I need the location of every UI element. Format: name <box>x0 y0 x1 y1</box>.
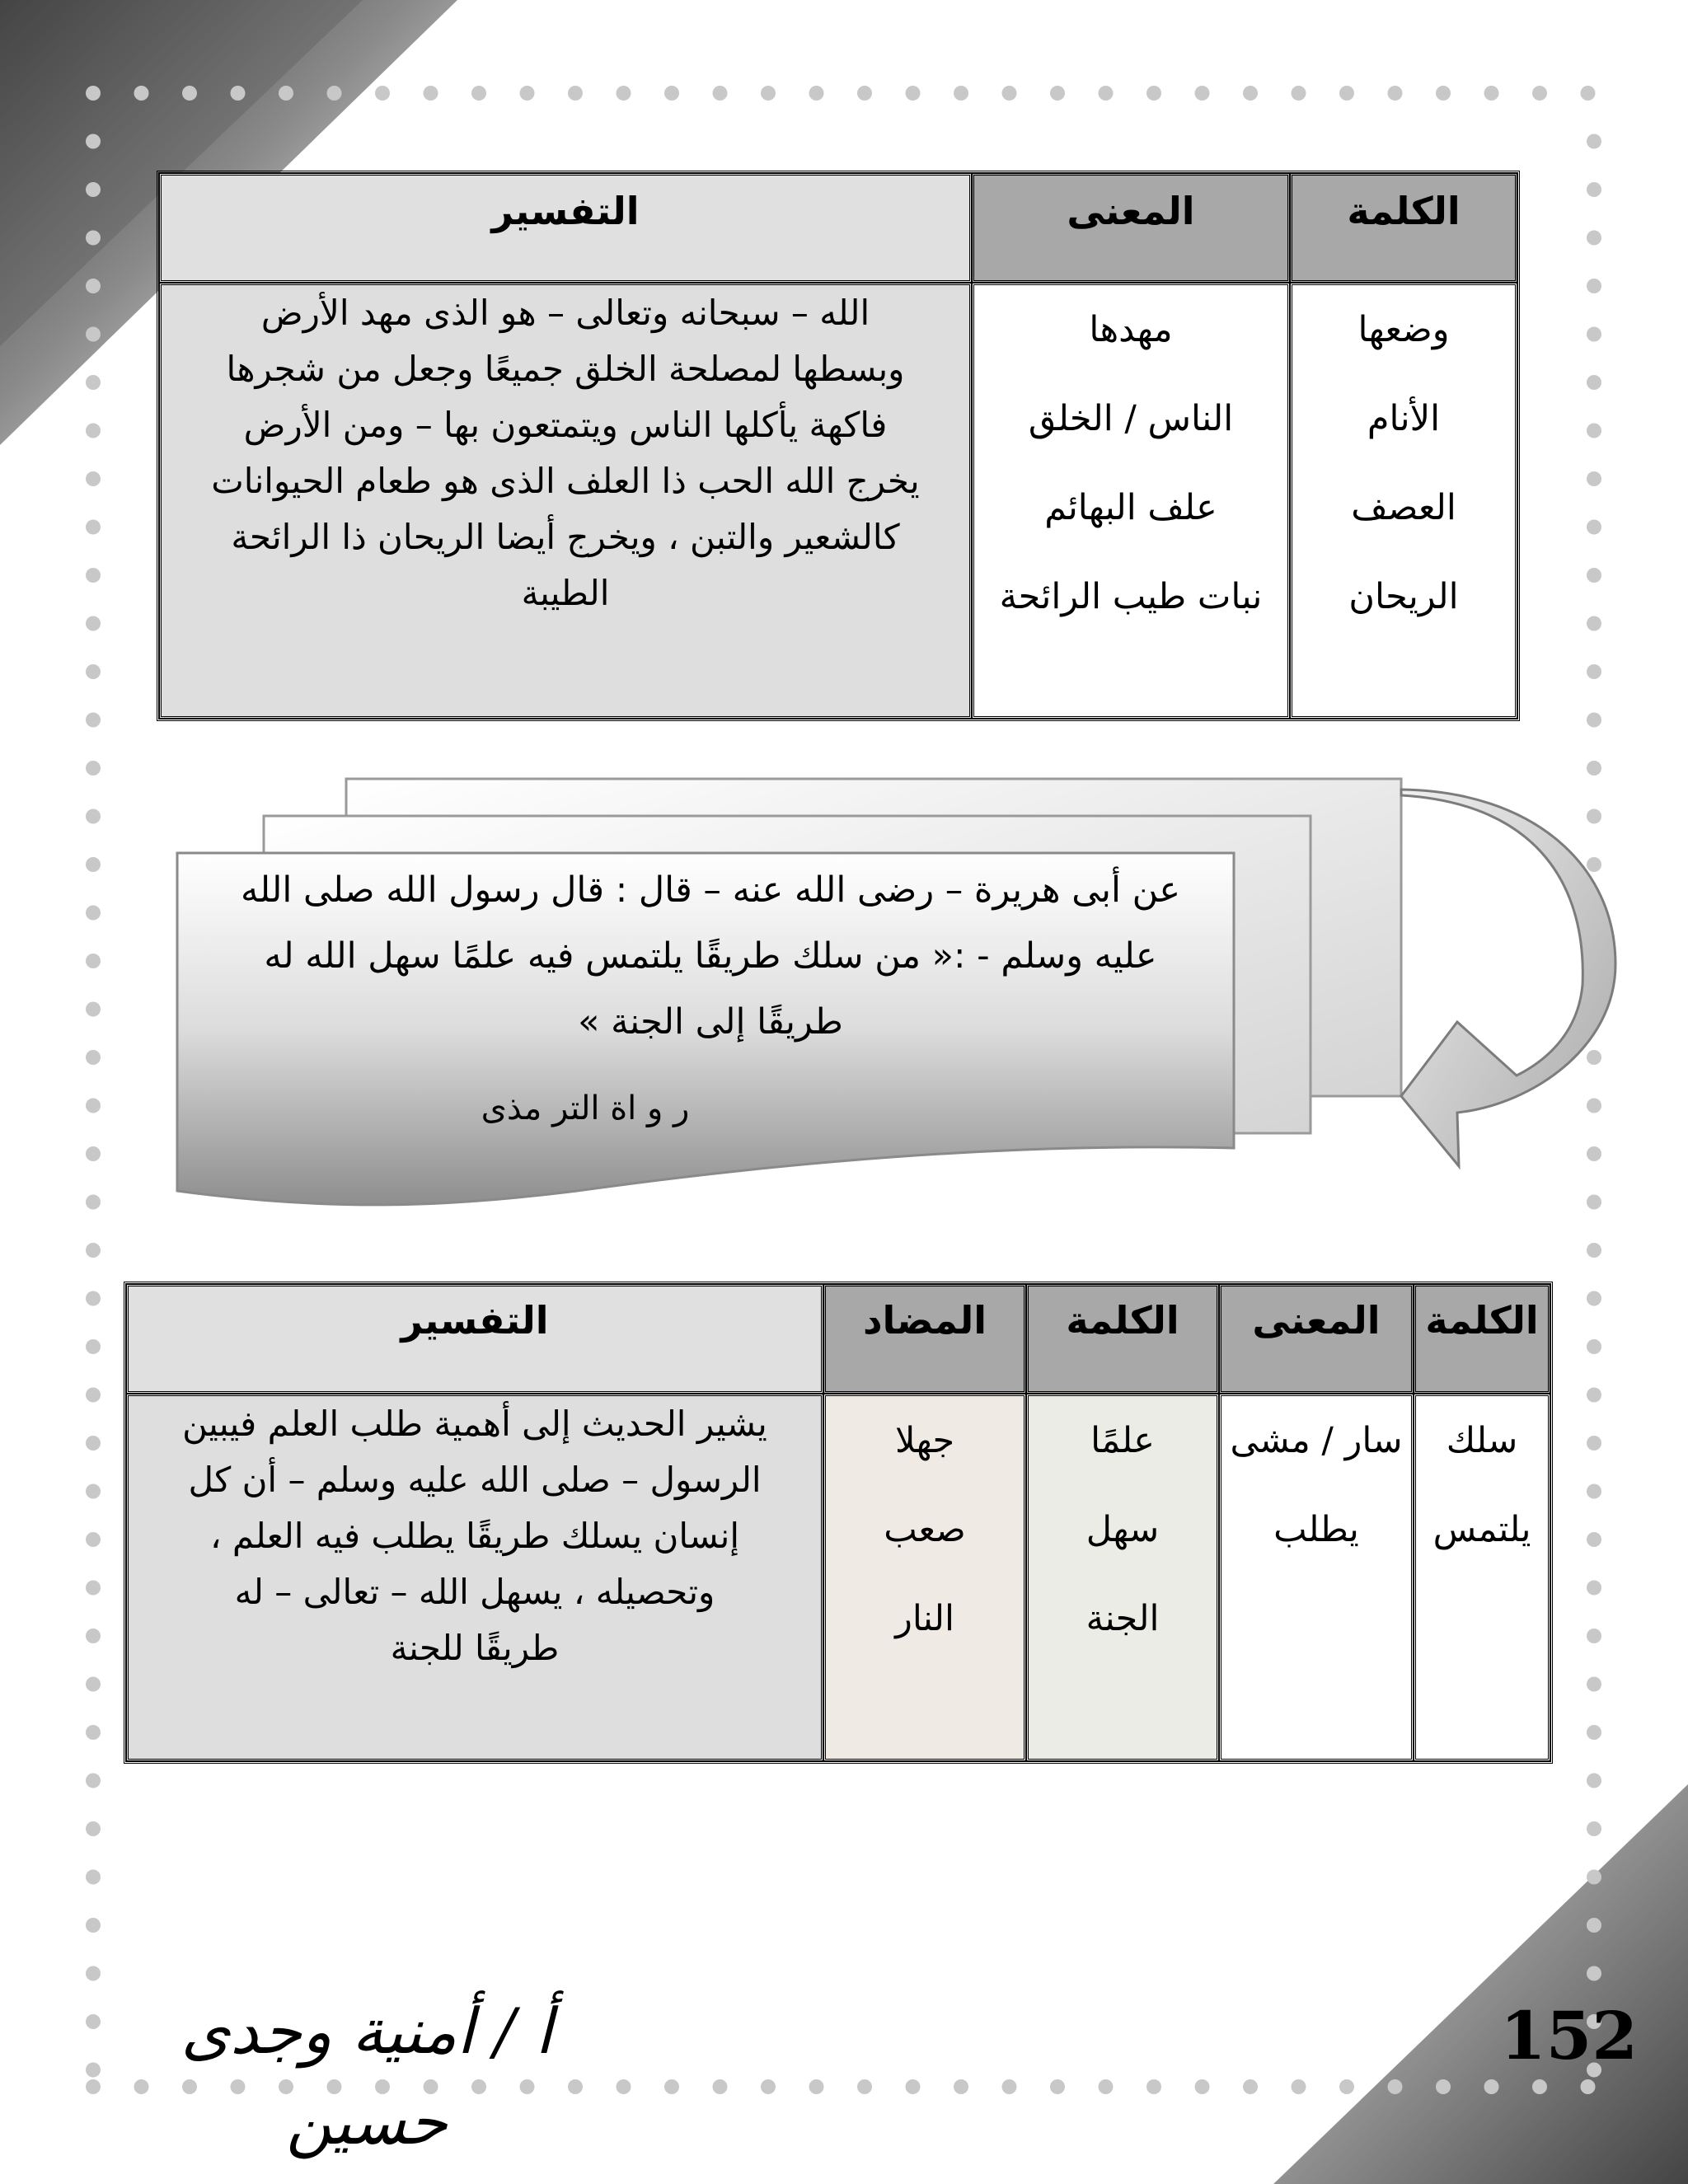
table-one-meaning: مهدها <box>1089 308 1173 350</box>
frame-dot <box>86 1050 101 1065</box>
frame-dot <box>1587 471 1601 486</box>
hadith-line: عن أبى هريرة – رضى الله عنه – قال : قال رسول الله صلى الله <box>240 869 1181 911</box>
frame-dot <box>1587 1484 1601 1499</box>
frame-dot <box>1587 1629 1601 1643</box>
frame-dot <box>857 2079 872 2094</box>
frame-dot <box>1587 809 1601 824</box>
table-one-tafsir-line: فاكهة يأكلها الناس ويتمتعون بها – ومن الأرض <box>243 405 888 445</box>
frame-dot <box>1587 375 1601 390</box>
table-two-opposite: النار <box>895 1597 954 1639</box>
author-signature: أ / أمنية وجدى حسين <box>181 1994 553 2158</box>
frame-dot <box>809 2079 824 2094</box>
frame-dot <box>664 86 679 101</box>
frame-dot <box>86 1821 101 1836</box>
frame-dot <box>1587 1195 1601 1210</box>
frame-dot <box>1339 86 1354 101</box>
frame-dot <box>1587 1388 1601 1403</box>
frame-dot <box>86 1146 101 1161</box>
frame-dot <box>86 279 101 293</box>
frame-dot <box>86 1243 101 1258</box>
frame-dot <box>761 2079 776 2094</box>
table-two-tafsir-line: إنسان يسلك طريقًا يطلب فيه العلم ، <box>209 1516 740 1556</box>
table-two-header-meaning: المعنى <box>1219 1284 1414 1394</box>
hadith-narrator: ر و اة التر مذى <box>481 1090 690 1127</box>
frame-dot <box>1436 2079 1451 2094</box>
table-two-word2: سهل <box>1085 1508 1160 1550</box>
hadith-line: عليه وسلم - :« من سلك طريقًا يلتمس فيه علمًا سهل الله له <box>264 935 1157 977</box>
frame-dot <box>713 2079 728 2094</box>
frame-dot <box>86 1581 101 1596</box>
table-two-word2: الجنة <box>1085 1597 1160 1639</box>
frame-dot <box>375 86 390 101</box>
frame-dot <box>86 1532 101 1547</box>
frame-dot <box>86 713 101 728</box>
frame-dot <box>664 2079 679 2094</box>
table-two-words2-cell <box>1026 1394 1219 1761</box>
table-two-tafsir-line: يشير الحديث إلى أهمية طلب العلم فيبين <box>182 1404 767 1444</box>
table-two-word: سلك <box>1446 1419 1518 1461</box>
table-one-tafsir-line: الطيبة <box>521 573 610 613</box>
frame-dot <box>86 327 101 342</box>
frame-dot <box>1587 1291 1601 1306</box>
frame-dot <box>86 1774 101 1788</box>
table-two-header-tafsir: التفسير <box>126 1284 823 1394</box>
table-two-meaning: يطلب <box>1273 1508 1359 1550</box>
table-one-word: العصف <box>1351 486 1456 528</box>
frame-dot <box>520 86 535 101</box>
table-one-header-tafsir: التفسير <box>159 173 972 283</box>
page-number: 152 <box>1500 1997 1638 2074</box>
frame-dot <box>1587 134 1601 149</box>
table-one-tafsir-line: وبسطها لمصلحة الخلق جميعًا وجعل من شجرها <box>226 349 905 389</box>
table-one-word: وضعها <box>1357 308 1450 350</box>
frame-dot <box>182 86 197 101</box>
frame-dot <box>1050 2079 1065 2094</box>
frame-dot <box>1484 2079 1499 2094</box>
frame-dot <box>1002 86 1017 101</box>
frame-dot <box>617 2079 631 2094</box>
frame-dot <box>1484 86 1499 101</box>
table-one-header-word: الكلمة <box>1290 173 1517 283</box>
table-one-meaning: نبات طيب الرائحة <box>999 575 1263 617</box>
frame-dot <box>1532 2079 1547 2094</box>
frame-dot <box>1532 86 1547 101</box>
frame-dot <box>1587 1870 1601 1885</box>
frame-dot <box>1195 86 1210 101</box>
table-two-tafsir-line: طريقًا للجنة <box>390 1628 560 1668</box>
frame-dot <box>86 134 101 149</box>
frame-dot <box>1587 1918 1601 1933</box>
frame-dot <box>86 231 101 246</box>
frame-dot <box>1587 1581 1601 1596</box>
frame-dot <box>1587 231 1601 246</box>
frame-dot <box>1146 2079 1161 2094</box>
frame-dot <box>86 86 101 101</box>
frame-dot <box>1587 424 1601 438</box>
frame-dot <box>1195 2079 1210 2094</box>
frame-dot <box>86 1002 101 1017</box>
frame-dot <box>86 568 101 583</box>
table-one-meaning: علف البهائم <box>1044 486 1217 528</box>
frame-dot <box>86 664 101 679</box>
frame-dot <box>954 86 968 101</box>
table-two-body-row <box>126 1394 1550 1761</box>
frame-dot <box>1587 520 1601 535</box>
table-one-header-row <box>159 173 1517 283</box>
table-one-tafsir-line: الله – سبحانه وتعالى – هو الذى مهد الأرض <box>260 293 870 333</box>
frame-dot <box>1002 2079 1017 2094</box>
table-one-tafsir-line: كالشعير والتبن ، ويخرج أيضا الريحان ذا الرائحة <box>231 517 900 557</box>
corner-decoration-bottom-right <box>1273 1784 1688 2184</box>
frame-dot <box>86 761 101 776</box>
frame-dot <box>1581 2079 1596 2094</box>
frame-dot <box>1587 1099 1601 1113</box>
table-one-word: الريحان <box>1348 575 1459 617</box>
frame-dot <box>86 1629 101 1643</box>
frame-dot <box>86 182 101 197</box>
frame-dot <box>1587 713 1601 728</box>
frame-dot <box>1243 86 1258 101</box>
frame-dot <box>809 86 824 101</box>
frame-dot <box>86 954 101 968</box>
frame-dot <box>906 2079 921 2094</box>
table-two-word: يلتمس <box>1432 1508 1531 1550</box>
frame-dot <box>86 520 101 535</box>
frame-dot <box>1587 761 1601 776</box>
frame-dot <box>1587 1725 1601 1740</box>
frame-dot <box>86 424 101 438</box>
frame-dot <box>1587 616 1601 631</box>
frame-dot <box>471 86 486 101</box>
table-two-header-opposite: المضاد <box>823 1284 1026 1394</box>
table-two-tafsir-line: وتحصيله ، يسهل الله – تعالى – له <box>234 1572 715 1612</box>
frame-dot <box>86 1339 101 1354</box>
frame-dot <box>1587 327 1601 342</box>
table-one-word: الأنام <box>1367 397 1441 439</box>
table-two-header-row <box>126 1284 1550 1394</box>
frame-dot <box>1587 1774 1601 1788</box>
frame-dot <box>857 86 872 101</box>
vocabulary-table-two <box>124 1282 1553 1764</box>
frame-dot <box>1587 1966 1601 1981</box>
frame-dot <box>1587 182 1601 197</box>
table-one-meaning: الناس / الخلق <box>1028 397 1234 439</box>
frame-dot <box>1587 1050 1601 1065</box>
table-one-meanings-cell <box>972 283 1290 719</box>
table-one-tafsir-cell <box>159 283 972 719</box>
frame-dot <box>1587 568 1601 583</box>
frame-dot <box>1388 2079 1403 2094</box>
frame-dot <box>86 1388 101 1403</box>
vocabulary-table-one <box>157 171 1520 721</box>
table-two-meanings-cell <box>1219 1394 1414 1761</box>
table-one-tafsir-line: يخرج الله الحب ذا العلف الذى هو طعام الحيوانات <box>211 461 920 501</box>
frame-dot <box>86 2014 101 2029</box>
frame-dot <box>1587 664 1601 679</box>
frame-dot <box>713 86 728 101</box>
frame-dot <box>761 86 776 101</box>
frame-dot <box>1581 86 1596 101</box>
frame-dot <box>1292 86 1306 101</box>
frame-dot <box>1099 2079 1114 2094</box>
frame-dot <box>86 1918 101 1933</box>
frame-dot <box>1587 1436 1601 1451</box>
frame-dot <box>1339 2079 1354 2094</box>
frame-dot <box>86 2063 101 2078</box>
frame-dot <box>86 471 101 486</box>
frame-dot <box>279 86 293 101</box>
frame-dot <box>86 809 101 824</box>
frame-dot <box>1292 2079 1306 2094</box>
frame-dot <box>86 1436 101 1451</box>
frame-dot <box>1587 1243 1601 1258</box>
frame-dot <box>1587 857 1601 872</box>
frame-dot <box>86 1966 101 1981</box>
frame-dot <box>86 906 101 921</box>
frame-dot <box>86 1195 101 1210</box>
frame-dot <box>86 375 101 390</box>
frame-dot <box>617 86 631 101</box>
table-one-body-row <box>159 283 1517 719</box>
frame-dot <box>1050 86 1065 101</box>
frame-dot <box>424 86 438 101</box>
table-one-words-cell <box>1290 283 1517 719</box>
hadith-line: طريقًا إلى الجنة » <box>578 1001 843 1043</box>
frame-dot <box>86 1291 101 1306</box>
curved-arrow-icon <box>1401 790 1615 1166</box>
frame-dot <box>86 1099 101 1113</box>
frame-dot <box>86 1870 101 1885</box>
table-two-opposite: جهلا <box>894 1419 955 1461</box>
table-two-meaning: سار / مشى <box>1230 1419 1403 1461</box>
frame-dot <box>134 86 149 101</box>
frame-dot <box>86 857 101 872</box>
frame-dot <box>1388 86 1403 101</box>
frame-dot <box>1099 86 1114 101</box>
table-two-tafsir-line: الرسول – صلى الله عليه وسلم – أن كل <box>188 1460 762 1500</box>
frame-dot <box>231 86 246 101</box>
table-two-header-word2: الكلمة <box>1026 1284 1219 1394</box>
frame-dot <box>86 616 101 631</box>
frame-dot <box>1587 1532 1601 1547</box>
table-two-header-word: الكلمة <box>1414 1284 1550 1394</box>
table-two-opposite: صعب <box>884 1508 966 1550</box>
frame-dot <box>327 86 342 101</box>
frame-dot <box>1146 86 1161 101</box>
table-two-word2: علمًا <box>1090 1419 1155 1461</box>
frame-dot <box>86 1484 101 1499</box>
frame-dot <box>86 1725 101 1740</box>
frame-dot <box>1587 279 1601 293</box>
frame-dot <box>1243 2079 1258 2094</box>
table-two-opposites-cell <box>823 1394 1026 1761</box>
frame-dot <box>954 2079 968 2094</box>
table-two-tafsir-cell <box>126 1394 823 1761</box>
frame-dot <box>1587 1821 1601 1836</box>
table-two-words-cell <box>1414 1394 1550 1761</box>
hadith-text <box>191 857 1230 1055</box>
frame-dot <box>86 2079 101 2094</box>
frame-dot <box>86 1677 101 1692</box>
frame-dot <box>906 86 921 101</box>
frame-dot <box>1587 1339 1601 1354</box>
frame-dot <box>568 86 583 101</box>
frame-dot <box>1587 1146 1601 1161</box>
frame-dot <box>1436 86 1451 101</box>
table-one-header-meaning: المعنى <box>972 173 1290 283</box>
frame-dot <box>1587 1677 1601 1692</box>
